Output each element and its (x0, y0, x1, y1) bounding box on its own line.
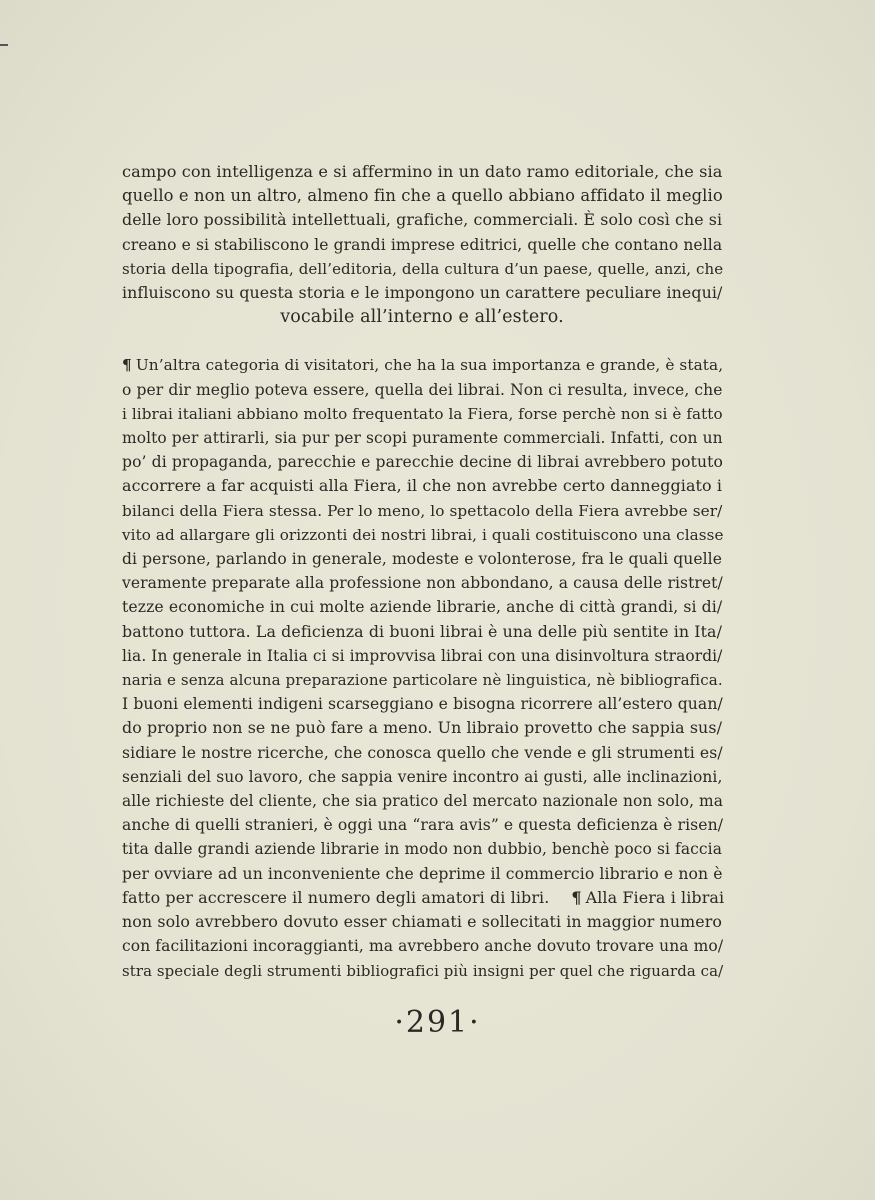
text-line: creano e si stabiliscono le grandi imprese editrici, quelle che contano nella (122, 235, 723, 254)
pilcrow-icon: ¶ (571, 887, 582, 907)
text-line-split (122, 886, 725, 910)
text-line: bilanci della Fiera stessa. Per lo meno, lo spettacolo della Fiera avrebbe ser/ (122, 501, 723, 520)
text-line: sidiare le nostre ricerche, che conosca quello che vende e gli strumenti es/ (122, 743, 723, 762)
text-line: vocabile all’interno e all’estero. (280, 307, 564, 328)
page-number: ·291· (394, 1005, 481, 1040)
text-line: tita dalle grandi aziende librarie in modo non dubbio, benchè poco si faccia (122, 840, 723, 859)
edge-mark (0, 44, 8, 46)
text-line: molto per attirarli, sia pur per scopi puramente commerciali. Infatti, con un (122, 429, 723, 448)
text-line: per ovviare ad un inconveniente che deprime il commercio librario e non è (122, 863, 723, 883)
text-line-first (122, 353, 722, 377)
text-line: lia. In generale in Italia ci si improvvisa librai con una disinvoltura straordi/ (122, 646, 723, 665)
pilcrow-icon: ¶ (122, 356, 132, 375)
text-line: con facilitazioni incoraggianti, ma avrebbero anche dovuto trovare una mo/ (122, 937, 724, 956)
text-line: i librai italiani abbiano molto frequentato la Fiera, forse perchè non si è fatto (122, 404, 723, 423)
text-line: veramente preparate alla professione non abbondano, a causa delle ristret/ (122, 574, 723, 593)
text-line: tezze economiche in cui molte aziende librarie, anche di città grandi, si di/ (122, 597, 723, 617)
text-line: delle loro possibilità intellettuali, grafiche, commerciali. È solo così che si (122, 210, 723, 230)
text-line: I buoni elementi indigeni scarseggiano e bisogna ricorrere all’estero quan/ (122, 695, 723, 714)
text-line: campo con intelligenza e si affermino in un dato ramo editoriale, che sia (122, 162, 723, 181)
body-text (122, 160, 725, 983)
text-line: di persone, parlando in generale, modeste e volonterose, fra le quali quelle (122, 550, 723, 569)
text-line-content: fatto per accrescere il numero degli amatori di libri. (122, 887, 550, 907)
text-line: po’ di propaganda, parecchie e parecchie decine di librai avrebbero potuto (122, 453, 723, 472)
text-line: o per dir meglio poteva essere, quella dei librai. Non ci resulta, invece, che (122, 380, 723, 399)
inline-paragraph-start: Alla Fiera i librai (585, 887, 725, 907)
text-line: accorrere a far acquisti alla Fiera, il che non avrebbe certo danneggiato i (122, 476, 722, 496)
text-line: alle richieste del cliente, che sia pratico del mercato nazionale non solo, ma (122, 792, 724, 811)
text-line: non solo avrebbero dovuto esser chiamati e sollecitati in maggior numero (122, 912, 723, 932)
text-line-content: Un’altra categoria di visitatori, che ha la sua importanza e grande, è stata, (135, 356, 724, 375)
text-line: quello e non un altro, almeno fin che a quello abbiano affidato il meglio (122, 186, 723, 206)
text-line: stra speciale degli strumenti bibliografici più insigni per quel che riguarda ca/ (122, 961, 724, 980)
text-line: influiscono su questa storia e le impongono un carattere peculiare inequi/ (122, 283, 723, 303)
text-line: storia della tipografia, dell’editoria, della cultura d’un paese, quelle, anzi, che (122, 259, 724, 278)
text-line: battono tuttora. La deficienza di buoni librai è una delle più sentite in Ita/ (122, 621, 722, 641)
text-line: vito ad allargare gli orizzonti dei nostri librai, i quali costituiscono una classe (122, 525, 724, 544)
text-line: senziali del suo lavoro, che sappia venire incontro ai gusti, alle inclinazioni, (122, 767, 723, 786)
text-line: naria e senza alcuna preparazione particolare nè linguistica, nè bibliografica. (122, 671, 723, 690)
text-line: do proprio non se ne può fare a meno. Un libraio provetto che sappia sus/ (122, 718, 722, 738)
text-line: anche di quelli stranieri, è oggi una “rara avis” e questa deficienza è risen/ (122, 816, 724, 835)
